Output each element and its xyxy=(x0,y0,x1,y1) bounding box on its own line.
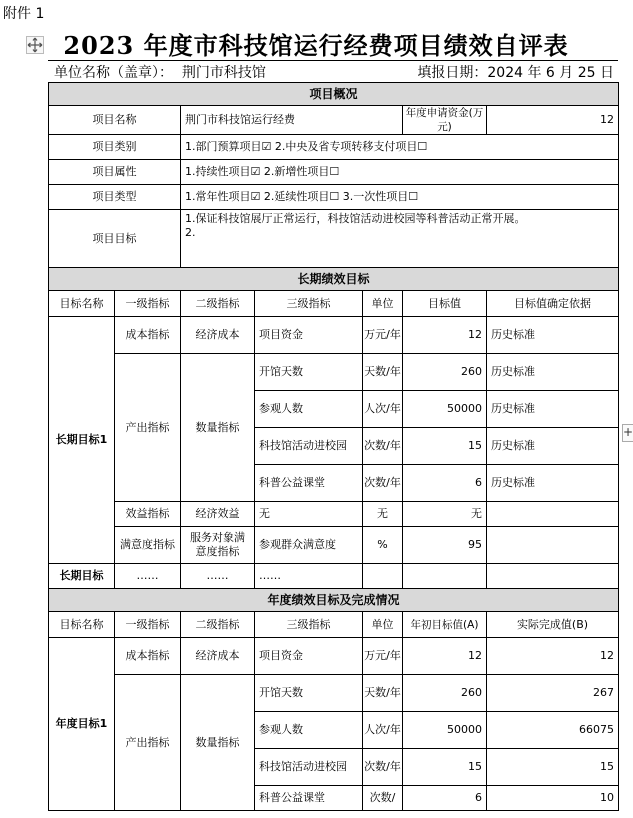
unit-cell: % xyxy=(363,527,403,564)
column-header: 目标名称 xyxy=(49,291,115,317)
target-value: 6 xyxy=(403,465,487,502)
level1-indicator: 满意度指标 xyxy=(115,527,181,564)
column-header: 三级指标 xyxy=(255,612,363,638)
table-row xyxy=(49,354,619,391)
column-header: 二级指标 xyxy=(181,291,255,317)
unit-cell: 次数/年 xyxy=(363,428,403,465)
project-category-value: 1.部门预算项目☑ 2.中央及省专项转移支付项目☐ xyxy=(181,135,619,160)
target-value xyxy=(403,564,487,589)
unit-cell: 次数/年 xyxy=(363,749,403,786)
level3-indicator: 科技馆活动进校园 xyxy=(255,428,363,465)
actual-value: 15 xyxy=(487,749,619,786)
unit-info-row xyxy=(48,60,618,81)
evaluation-table xyxy=(48,82,619,811)
level3-indicator: 科普公益课堂 xyxy=(255,786,363,811)
target-basis xyxy=(487,502,619,527)
level3-indicator: 开馆天数 xyxy=(255,675,363,712)
unit-cell: 万元/年 xyxy=(363,638,403,675)
unit-cell: 天数/年 xyxy=(363,675,403,712)
level3-indicator: 科普公益课堂 xyxy=(255,465,363,502)
column-header: 实际完成值(B) xyxy=(487,612,619,638)
target-value: 15 xyxy=(403,428,487,465)
target-basis: 历史标准 xyxy=(487,317,619,354)
unit-cell: 次数/ xyxy=(363,786,403,811)
level1-indicator: 产出指标 xyxy=(115,354,181,502)
project-goal-line: 1.保证科技馆展厅正常运行，科技馆活动进校园等科普活动正常开展。 xyxy=(185,212,526,225)
table-row xyxy=(49,527,619,564)
column-header: 目标值 xyxy=(403,291,487,317)
project-goal-label: 项目目标 xyxy=(49,210,181,268)
column-header: 一级指标 xyxy=(115,291,181,317)
unit-cell: 次数/年 xyxy=(363,465,403,502)
column-header: 年初目标值(A) xyxy=(403,612,487,638)
target-value: 无 xyxy=(403,502,487,527)
level2-indicator: 经济效益 xyxy=(181,502,255,527)
target-value: 95 xyxy=(403,527,487,564)
target-value: 12 xyxy=(403,317,487,354)
unit-cell xyxy=(363,564,403,589)
section-long-term: 长期绩效目标 xyxy=(49,268,619,291)
fill-date: 填报日期：2024 年 6 月 25 日 xyxy=(417,65,614,81)
annex-label: 附件 1 xyxy=(3,6,45,22)
unit-cell: 无 xyxy=(363,502,403,527)
initial-target-value: 260 xyxy=(403,675,487,712)
target-basis xyxy=(487,564,619,589)
project-name-value: 荆门市科技馆运行经费 xyxy=(181,106,403,135)
project-attribute-label: 项目属性 xyxy=(49,160,181,185)
level1-indicator: 产出指标 xyxy=(115,675,181,811)
level1-indicator: 成本指标 xyxy=(115,638,181,675)
actual-value: 66075 xyxy=(487,712,619,749)
table-row xyxy=(49,502,619,527)
actual-value: 12 xyxy=(487,638,619,675)
unit-cell: 人次/年 xyxy=(363,391,403,428)
level2-indicator: 数量指标 xyxy=(181,675,255,811)
table-row xyxy=(49,638,619,675)
table-row xyxy=(49,564,619,589)
table-row xyxy=(49,675,619,712)
section-overview: 项目概况 xyxy=(49,83,619,106)
level2-indicator: 经济成本 xyxy=(181,317,255,354)
unit-name: 荆门市科技馆 xyxy=(181,65,266,81)
project-attribute-value: 1.持续性项目☑ 2.新增性项目☐ xyxy=(181,160,619,185)
initial-target-value: 50000 xyxy=(403,712,487,749)
target-basis xyxy=(487,527,619,564)
level3-indicator: 项目资金 xyxy=(255,317,363,354)
column-header: 一级指标 xyxy=(115,612,181,638)
page-title: 2023 年度市科技馆运行经费项目绩效自评表 xyxy=(63,31,569,60)
level3-indicator: 参观人数 xyxy=(255,712,363,749)
target-basis: 历史标准 xyxy=(487,428,619,465)
initial-target-value: 15 xyxy=(403,749,487,786)
initial-target-value: 12 xyxy=(403,638,487,675)
level2-indicator: …… xyxy=(181,564,255,589)
level3-indicator: …… xyxy=(255,564,363,589)
level1-indicator: …… xyxy=(115,564,181,589)
add-column-icon[interactable]: + xyxy=(622,424,633,442)
column-header: 单位 xyxy=(363,612,403,638)
level1-indicator: 效益指标 xyxy=(115,502,181,527)
level3-indicator: 参观群众满意度 xyxy=(255,527,363,564)
long-term-goal-more: 长期目标 xyxy=(49,564,115,589)
unit-label: 单位名称（盖章）： xyxy=(54,65,173,81)
annual-fund-label: 年度申请资金(万元) xyxy=(403,106,487,135)
section-annual: 年度绩效目标及完成情况 xyxy=(49,589,619,612)
actual-value: 10 xyxy=(487,786,619,811)
level3-indicator: 无 xyxy=(255,502,363,527)
project-goal-value xyxy=(181,210,619,268)
annual-goal-name: 年度目标1 xyxy=(49,638,115,811)
column-header: 目标值确定依据 xyxy=(487,291,619,317)
level3-indicator: 开馆天数 xyxy=(255,354,363,391)
long-term-goal-name: 长期目标1 xyxy=(49,317,115,564)
target-basis: 历史标准 xyxy=(487,354,619,391)
target-value: 50000 xyxy=(403,391,487,428)
project-name-label: 项目名称 xyxy=(49,106,181,135)
level2-indicator: 服务对象满意度指标 xyxy=(181,527,255,564)
unit-cell: 人次/年 xyxy=(363,712,403,749)
target-basis: 历史标准 xyxy=(487,391,619,428)
project-type-value: 1.常年性项目☑ 2.延续性项目☐ 3.一次性项目☐ xyxy=(181,185,619,210)
actual-value: 267 xyxy=(487,675,619,712)
level3-indicator: 项目资金 xyxy=(255,638,363,675)
column-header: 单位 xyxy=(363,291,403,317)
column-header: 目标名称 xyxy=(49,612,115,638)
annual-fund-value: 12 xyxy=(487,106,619,135)
level3-indicator: 科技馆活动进校园 xyxy=(255,749,363,786)
table-row xyxy=(49,317,619,354)
unit-cell: 天数/年 xyxy=(363,354,403,391)
level2-indicator: 数量指标 xyxy=(181,354,255,502)
initial-target-value: 6 xyxy=(403,786,487,811)
project-goal-line: 2. xyxy=(185,226,196,239)
project-type-label: 项目类型 xyxy=(49,185,181,210)
unit-cell: 万元/年 xyxy=(363,317,403,354)
column-header: 二级指标 xyxy=(181,612,255,638)
level1-indicator: 成本指标 xyxy=(115,317,181,354)
target-basis: 历史标准 xyxy=(487,465,619,502)
level2-indicator: 经济成本 xyxy=(181,638,255,675)
project-category-label: 项目类别 xyxy=(49,135,181,160)
target-value: 260 xyxy=(403,354,487,391)
column-header: 三级指标 xyxy=(255,291,363,317)
level3-indicator: 参观人数 xyxy=(255,391,363,428)
